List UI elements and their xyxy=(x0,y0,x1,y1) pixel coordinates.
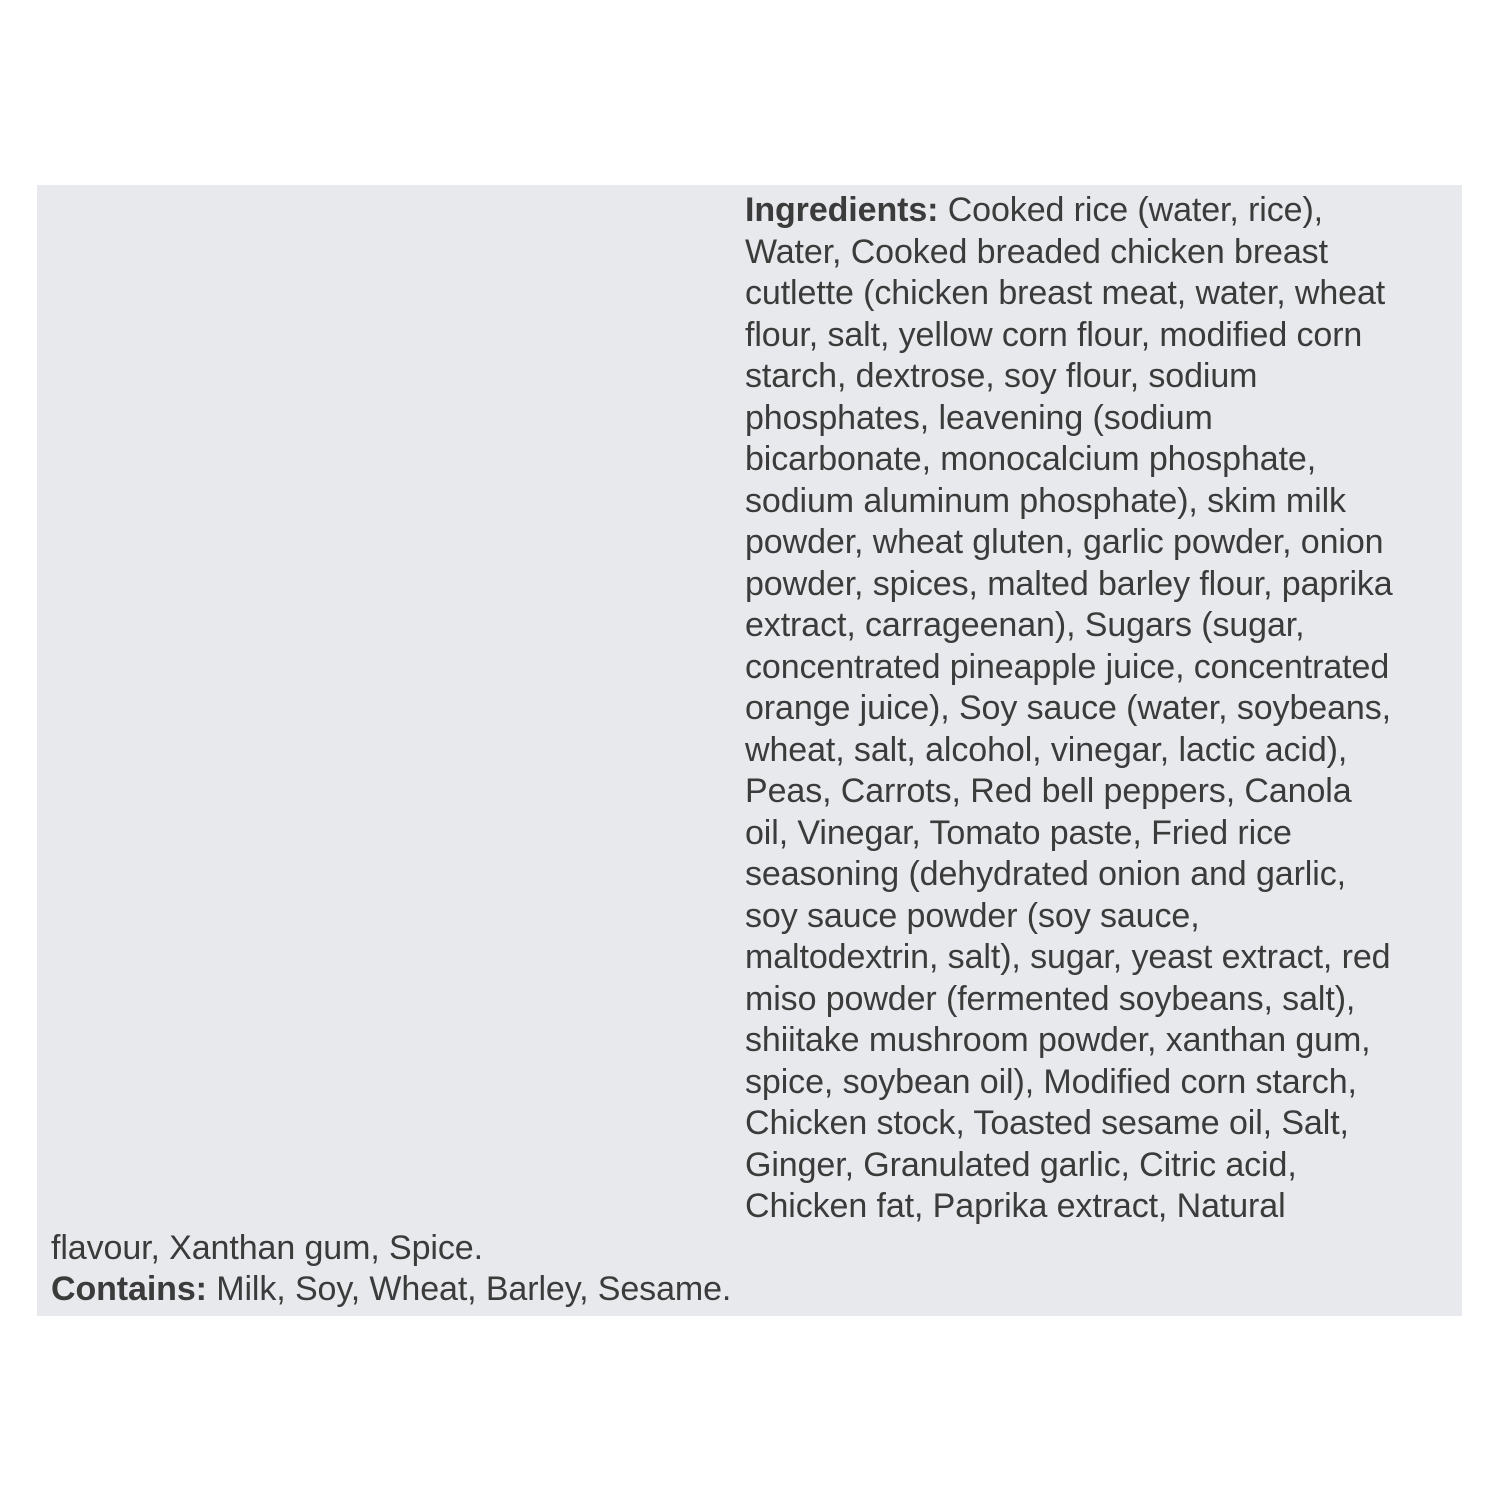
ingredients-line: Water, Cooked breaded chicken breast xyxy=(745,232,1328,271)
ingredients-heading: Ingredients: xyxy=(745,191,939,229)
ingredients-line: powder, wheat gluten, garlic powder, onion xyxy=(745,523,1384,561)
ingredients-line: miso powder (fermented soybeans, salt), xyxy=(745,979,1356,1018)
ingredient-label-panel xyxy=(37,185,1462,1316)
ingredients-line: shiitake mushroom powder, xanthan gum, xyxy=(745,1021,1371,1059)
ingredients-line: Chicken fat, Paprika extract, Natural xyxy=(745,1187,1286,1225)
ingredients-line: bicarbonate, monocalcium phosphate, xyxy=(745,440,1317,478)
ingredients-line: flour, salt, yellow corn flour, modified corn xyxy=(745,315,1363,354)
ingredients-line: Chicken stock, Toasted sesame oil, Salt, xyxy=(745,1104,1349,1142)
contains-line xyxy=(51,1269,731,1311)
ingredients-first-line-text: Cooked rice (water, rice), xyxy=(938,191,1324,229)
ingredients-line: Ginger, Granulated garlic, Citric acid, xyxy=(745,1145,1297,1184)
ingredients-line: orange juice), Soy sauce (water, soybeans, xyxy=(745,689,1391,727)
ingredients-last-line: flavour, Xanthan gum, Spice. xyxy=(51,1229,483,1267)
ingredients-line: sodium aluminum phosphate), skim milk xyxy=(745,481,1346,520)
ingredients-line: wheat, salt, alcohol, vinegar, lactic acid), xyxy=(745,730,1348,769)
ingredients-line: phosphates, leavening (sodium xyxy=(745,398,1213,437)
ingredients-line: extract, carrageenan), Sugars (sugar, xyxy=(745,606,1305,644)
ingredients-line: maltodextrin, salt), sugar, yeast extract, red xyxy=(745,938,1391,976)
ingredients-line-1 xyxy=(745,190,1323,232)
ingredients-line: concentrated pineapple juice, concentrated xyxy=(745,647,1390,686)
ingredients-line: Peas, Carrots, Red bell peppers, Canola xyxy=(745,772,1352,810)
contains-text: Milk, Soy, Wheat, Barley, Sesame. xyxy=(206,1270,732,1308)
ingredients-line: seasoning (dehydrated onion and garlic, xyxy=(745,855,1346,893)
ingredients-line: soy sauce powder (soy sauce, xyxy=(745,896,1200,935)
ingredients-line: oil, Vinegar, Tomato paste, Fried rice xyxy=(745,813,1292,852)
ingredients-line: cutlette (chicken breast meat, water, wheat xyxy=(745,274,1386,312)
contains-heading: Contains: xyxy=(51,1270,207,1308)
ingredients-line: starch, dextrose, soy flour, sodium xyxy=(745,357,1258,395)
ingredients-line: spice, soybean oil), Modified corn starch, xyxy=(745,1062,1357,1101)
ingredients-line: powder, spices, malted barley flour, paprika xyxy=(745,564,1393,603)
